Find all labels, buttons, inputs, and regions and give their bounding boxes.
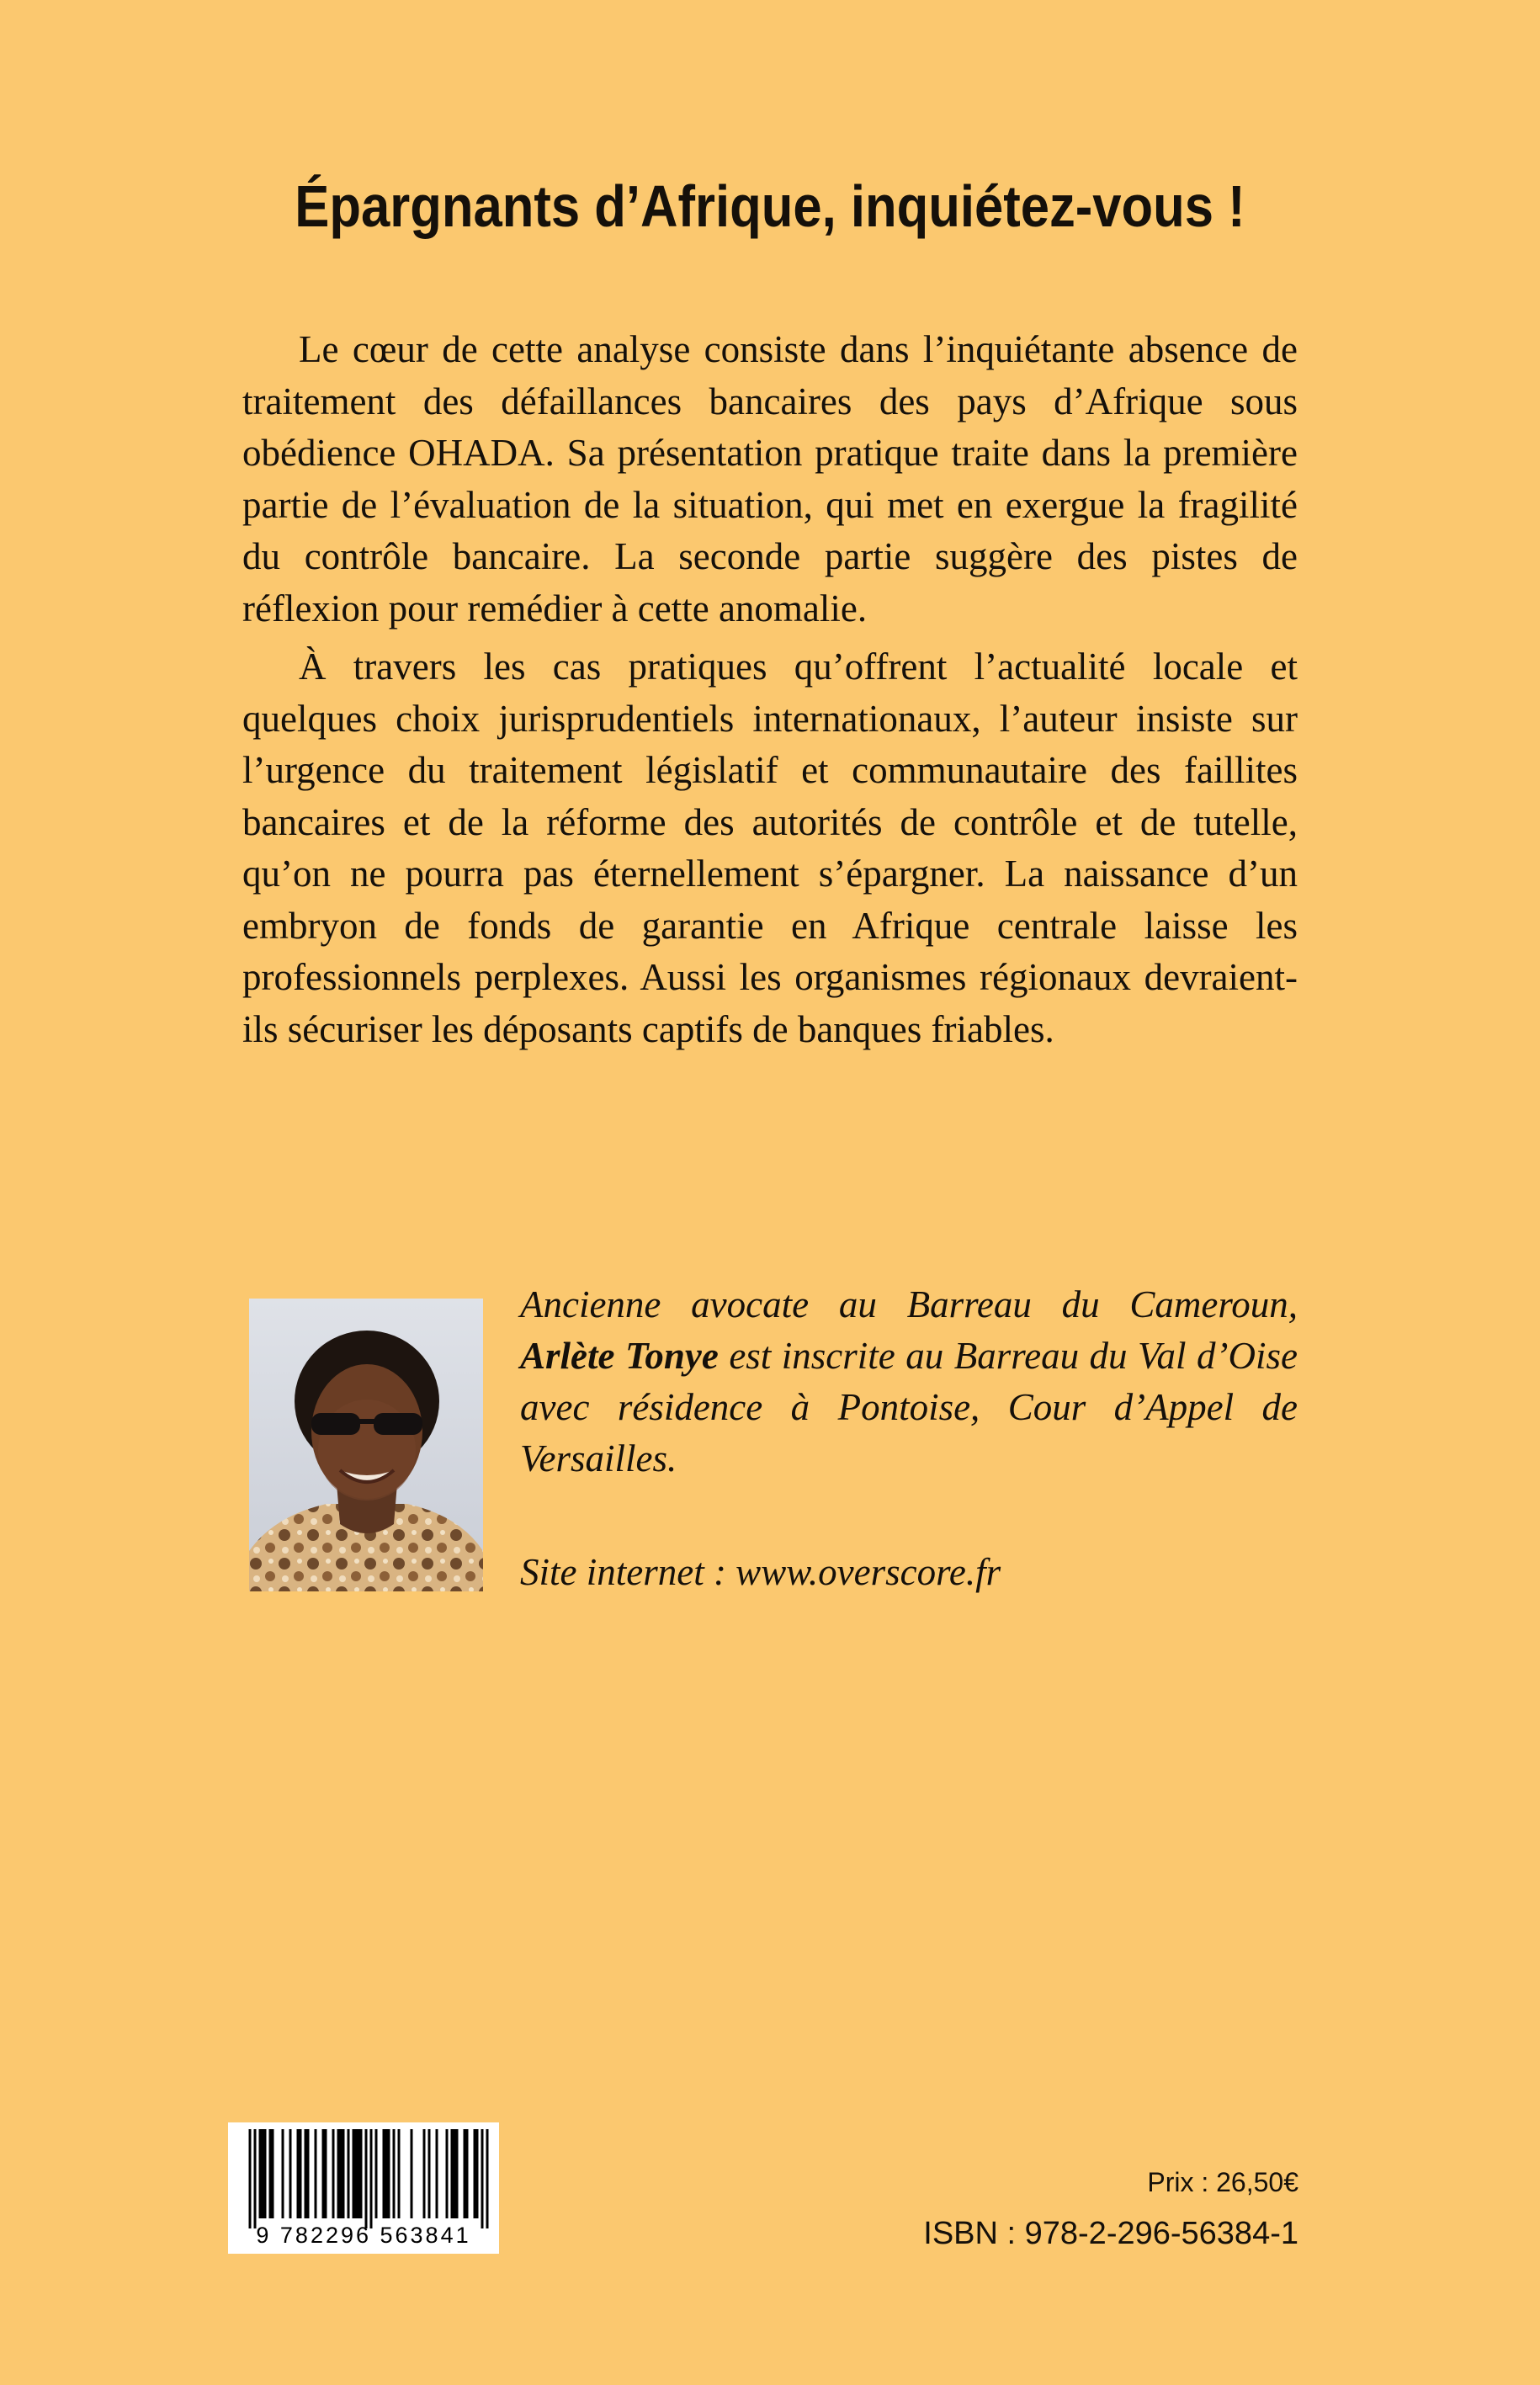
- author-website: Site internet : www.overscore.fr: [520, 1551, 1001, 1593]
- barcode-bar: [332, 2129, 335, 2218]
- barcode-bar: [297, 2129, 300, 2218]
- barcode-bar: [360, 2129, 363, 2218]
- barcode-bar: [423, 2129, 426, 2218]
- barcode-bar: [289, 2129, 292, 2218]
- barcode-bar: [398, 2129, 401, 2218]
- price-label: Prix : 26,50€: [1147, 2167, 1298, 2197]
- barcode-bar: [451, 2129, 454, 2218]
- barcode-bar: [385, 2129, 388, 2218]
- barcode-bar: [340, 2129, 343, 2218]
- barcode-bar: [464, 2129, 466, 2218]
- isbn-label: ISBN : 978-2-296-56384-1: [923, 2216, 1298, 2251]
- author-name: Arlète Tonye: [520, 1335, 719, 1377]
- barcode-bar: [383, 2129, 385, 2218]
- blurb: [242, 324, 1298, 1055]
- barcode-bar: [353, 2129, 355, 2218]
- barcode-digits: 9 782296 563841: [256, 2223, 471, 2248]
- barcode-bar: [474, 2129, 476, 2218]
- barcode-bar: [375, 2129, 378, 2218]
- barcode-bar: [456, 2129, 459, 2218]
- author-bio-text: [520, 1279, 1298, 1485]
- barcode-bar: [411, 2129, 413, 2218]
- barcode-bar: [393, 2129, 396, 2218]
- barcode-bar: [264, 2129, 267, 2218]
- barcode-bar: [476, 2129, 479, 2218]
- barcode-bar: [355, 2129, 358, 2218]
- barcode-bar: [428, 2129, 431, 2218]
- barcode-bar: [322, 2129, 325, 2218]
- barcode-bar: [486, 2129, 489, 2228]
- barcode-bar: [259, 2129, 262, 2218]
- barcode-bar: [337, 2129, 340, 2218]
- barcode-bar: [370, 2129, 373, 2228]
- barcode-bar: [307, 2129, 310, 2218]
- barcode-bar: [305, 2129, 307, 2218]
- barcode-bar: [269, 2129, 272, 2218]
- barcode-bar: [282, 2129, 284, 2218]
- author-bio-rest: est inscrite au Barreau du Val d’Oise avec résidence à Pontoise, Cour d’Appel de Versailles.: [520, 1335, 1298, 1479]
- author-photo: [249, 1299, 483, 1591]
- barcode-bar: [249, 2129, 252, 2228]
- barcode-bar: [348, 2129, 350, 2218]
- author-bio: [520, 1279, 1298, 1485]
- blurb-paragraph: Le cœur de cette analyse consiste dans l’inquiétante absence de traitement des défaillances bancaires des pays d’Afrique sous obédience OHADA. Sa présentation pratique traite dans la première partie de l’évaluation de la situation, qui met en exergue la fragilité du contrôle bancaire. La seconde partie suggère des pistes de réflexion pour remédier à cette anomalie.: [242, 328, 1298, 629]
- barcode-bar: [481, 2129, 484, 2228]
- author-portrait-image: [249, 1299, 483, 1591]
- barcode-bar: [262, 2129, 264, 2218]
- blurb-paragraph: À travers les cas pratiques qu’offrent l’actualité locale et quelques choix jurisprudentiels internationaux, l’auteur insiste sur l’urgence du traitement législatif et communautaire des faillites bancaires et de la réforme des autorités de contrôle et de tutelle, qu’on ne pourra pas éternellement s’épargner. La naissance d’un embryon de fonds de garantie en Afrique centrale laisse les professionnels perplexes. Aussi les organismes régionaux devraient-ils sécuriser les déposants captifs de banques friables.: [242, 645, 1298, 1050]
- barcode-bar: [446, 2129, 449, 2218]
- barcode-bar: [466, 2129, 469, 2218]
- barcode-bar: [454, 2129, 456, 2218]
- isbn-barcode: [228, 2122, 499, 2254]
- book-title: Épargnants d’Afrique, inquiétez-vous !: [295, 173, 1245, 239]
- barcode-bar: [272, 2129, 274, 2218]
- barcode-bar: [436, 2129, 438, 2218]
- barcode-bar: [358, 2129, 360, 2218]
- barcode-bar: [343, 2129, 345, 2218]
- barcode-bar: [300, 2129, 302, 2218]
- author-bio-intro: Ancienne avocate au Barreau du Cameroun,: [520, 1283, 1298, 1325]
- barcode-bar: [315, 2129, 317, 2218]
- barcode-bar: [365, 2129, 368, 2228]
- barcode-bar: [325, 2129, 327, 2218]
- barcode-bar: [388, 2129, 390, 2218]
- barcode-bar: [254, 2129, 257, 2228]
